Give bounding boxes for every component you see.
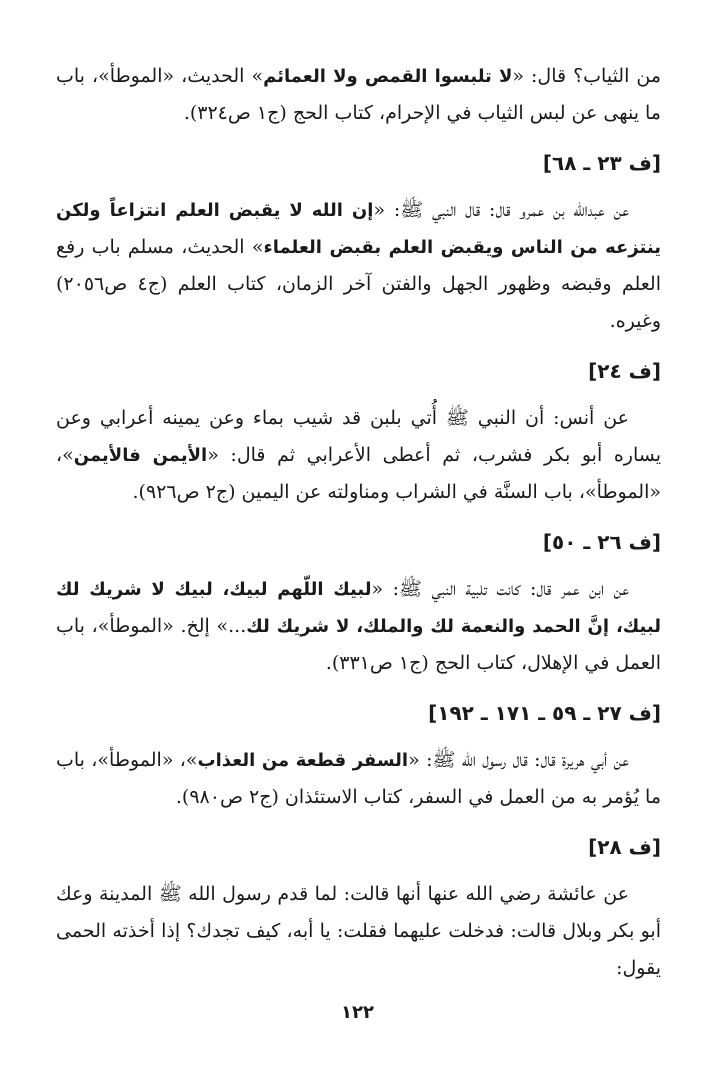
section-text-post: ...» إلخ. «الموطأ»، باب العمل في الإهلال، كتاب الحج (ج١ ص٣٣١). [56,615,661,674]
section-text-pre: عن ابن عمر قال: كانت تلبية النبي ﷺ: « [371,578,630,600]
intro-text-pre: من الثياب؟ قال: « [512,65,661,87]
section-hadith-quote: السفر قطعة من العذاب [197,750,409,771]
section-text-pre: عن عبدالله بن عمرو قال: قال النبي ﷺ: « [373,199,629,221]
page-number: ١٢٢ [341,1002,374,1023]
section-text-post: »، «الموطأ»، باب السنَّة في الشراب ومناولته عن اليمين (ج٢ ص٩٢٦). [56,444,661,503]
section-paragraph [56,742,661,816]
section-paragraph [56,400,661,511]
section-text-pre: عن عائشة رضي الله عنها أنها قالت: لما قدم رسول الله ﷺ المدينة وعك أبو بكر وبلال قالت: فدخلت عليهما فقلت: يا أبه، كيف تجدك؟ إذا أخذته الحمى يقول: [56,883,661,979]
section-hadith-quote: لبيك اللّهم لبيك، لبيك لا شريك لك لبيك، إنَّ الحمد والنعمة لك والملك، لا شريك لك [56,579,662,637]
intro-paragraph [56,58,661,132]
section-text-pre: عن أنس: أن النبي ﷺ أُتي بلبن قد شيب بماء وعن يمينه أعرابي وعن يساره أبو بكر فشرب، ثم أعطى الأعرابي ثم قال: « [56,407,662,466]
section-paragraph [56,876,661,987]
section-paragraph [56,571,661,682]
section-paragraph [56,192,661,340]
section-heading: [ف ٢٤] [588,359,661,383]
section-text-post: » الحديث، مسلم باب رفع العلم وقبضه وظهور الجهل والفتن آخر الزمان، كتاب العلم (ج٤ ص٢٠٥٦) وغيره. [56,236,661,332]
section-heading: [ف ٢٦ ـ ٥٠] [542,530,661,554]
section-heading: [ف ٢٨] [588,835,661,859]
page-body [56,58,661,987]
section-heading: [ف ٢٣ ـ ٦٨] [542,151,661,175]
intro-text-post: » الحديث، «الموطأ»، باب ما ينهى عن لبس الثياب في الإحرام، كتاب الحج (ج١ ص٣٢٤). [56,65,661,124]
section-text-pre: عن أبي هريرة قال: قال رسول الله ﷺ: « [408,749,629,771]
section-heading: [ف ٢٧ ـ ٥٩ ـ ١٧١ ـ ١٩٢] [428,701,661,725]
section-hadith-quote: الأيمن فالأيمن [73,445,208,466]
section-text-post: »، «الموطأ»، باب ما يُؤمر به من العمل في السفر، كتاب الاستئذان (ج٢ ص٩٨٠). [56,749,661,808]
section-hadith-quote: إن الله لا يقبض العلم انتزاعاً ولكن ينتزعه من الناس ويقبض العلم بقبض العلماء [56,200,662,258]
intro-hadith-quote: لا تلبسوا القمص ولا العمائم [263,66,513,87]
